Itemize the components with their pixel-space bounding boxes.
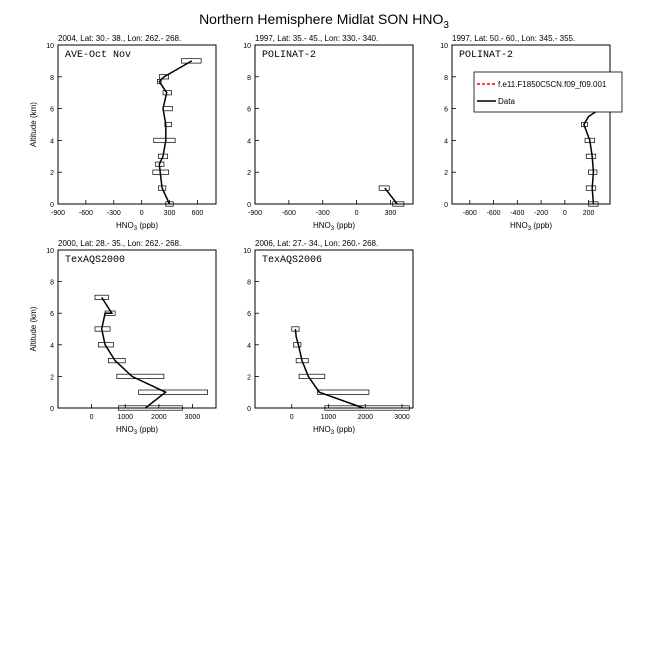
x-tick-label: 0: [139, 210, 144, 217]
x-axis-label: $HNO_3$ (ppb): [509, 221, 553, 232]
x-tick-label: 600: [191, 210, 204, 217]
y-tick-label: 2: [50, 374, 54, 382]
y-tick-label: 6: [247, 311, 251, 319]
panel-header: 2006, Lat: 27.- 34., Lon: 260.- 268.: [255, 239, 379, 248]
y-tick-label: 0: [444, 202, 448, 209]
x-tick-label: 3000: [184, 414, 201, 421]
y-tick-label: 0: [50, 406, 54, 413]
x-tick-label: 1000: [117, 414, 134, 421]
x-tick-label: 0: [89, 414, 94, 421]
y-tick-label: 8: [50, 279, 54, 287]
y-tick-label: 0: [247, 406, 251, 413]
legend: [474, 72, 622, 112]
y-axis-label: Altitude (km): [29, 102, 38, 147]
y-tick-label: 4: [247, 138, 251, 146]
x-tick-label: 0: [354, 210, 359, 217]
y-tick-label: 10: [46, 43, 54, 50]
legend-label: Data: [498, 97, 515, 106]
x-axis-label: $HNO_3$ (ppb): [115, 425, 159, 436]
x-tick-label: 0: [562, 210, 567, 217]
x-tick-label: 200: [582, 210, 595, 217]
y-tick-label: 8: [247, 279, 251, 287]
y-tick-label: 4: [444, 138, 448, 146]
legend-box: [474, 72, 622, 112]
panel-header: 1997, Lat: 35.- 45., Lon: 330.- 340.: [255, 34, 379, 43]
x-axis-label: $HNO_3$ (ppb): [115, 221, 159, 232]
inset-label: POLINAT-2: [262, 50, 317, 61]
y-tick-label: 2: [247, 170, 251, 178]
y-tick-label: 4: [50, 138, 54, 146]
panel-header: 2000, Lat: 28.- 35., Lon: 262.- 268.: [58, 239, 182, 248]
x-tick-label: -200: [534, 210, 549, 217]
inset-label: POLINAT-2: [459, 50, 514, 61]
y-tick-label: 4: [50, 342, 54, 350]
x-tick-label: -600: [281, 210, 296, 217]
y-tick-label: 10: [243, 248, 251, 255]
x-tick-label: -900: [50, 210, 66, 217]
x-tick-label: 3000: [394, 414, 410, 421]
y-tick-label: 10: [243, 43, 251, 50]
y-tick-label: 0: [247, 202, 251, 209]
panel-header: 2004, Lat: 30.- 38., Lon: 262.- 268.: [58, 34, 182, 43]
y-tick-label: 8: [50, 74, 54, 82]
panel-header: 1997, Lat: 50.- 60., Lon: 345.- 355.: [452, 34, 576, 43]
y-tick-label: 6: [50, 106, 54, 114]
legend-label: f.e11.F1850C5CN.f09_f09.001: [498, 80, 607, 89]
inset-label: AVE-Oct Nov: [65, 50, 132, 61]
x-tick-label: -600: [486, 210, 501, 217]
x-tick-label: 300: [163, 210, 176, 217]
x-tick-label: -800: [462, 210, 477, 217]
x-tick-label: 300: [384, 210, 397, 217]
y-tick-label: 2: [247, 374, 251, 382]
y-tick-label: 10: [440, 43, 448, 50]
inset-label: TexAQS2000: [65, 255, 126, 266]
y-tick-label: 10: [46, 248, 54, 255]
x-tick-label: -400: [510, 210, 525, 217]
x-tick-label: 0: [289, 414, 294, 421]
x-axis-label: $HNO_3$ (ppb): [312, 425, 356, 436]
y-tick-label: 4: [247, 342, 251, 350]
y-tick-label: 6: [444, 106, 448, 114]
x-axis-label: $HNO_3$ (ppb): [312, 221, 356, 232]
x-tick-label: -900: [247, 210, 263, 217]
y-tick-label: 8: [444, 74, 448, 82]
x-tick-label: -300: [106, 210, 121, 217]
y-tick-label: 8: [247, 74, 251, 82]
x-tick-label: 1000: [320, 414, 337, 421]
y-tick-label: 6: [50, 311, 54, 319]
x-tick-label: 2000: [151, 414, 167, 421]
y-tick-label: 6: [247, 106, 251, 114]
x-tick-label: -300: [315, 210, 330, 217]
inset-label: TexAQS2006: [262, 255, 323, 266]
x-tick-label: -600: [78, 210, 93, 217]
x-tick-label: 2000: [357, 414, 374, 421]
figure-title: Northern Hemisphere Midlat SON $HNO_3$: [199, 11, 449, 31]
y-tick-label: 2: [444, 170, 448, 178]
y-tick-label: 0: [50, 202, 54, 209]
y-axis-label: Altitude (km): [29, 306, 38, 352]
y-tick-label: 2: [50, 170, 54, 178]
